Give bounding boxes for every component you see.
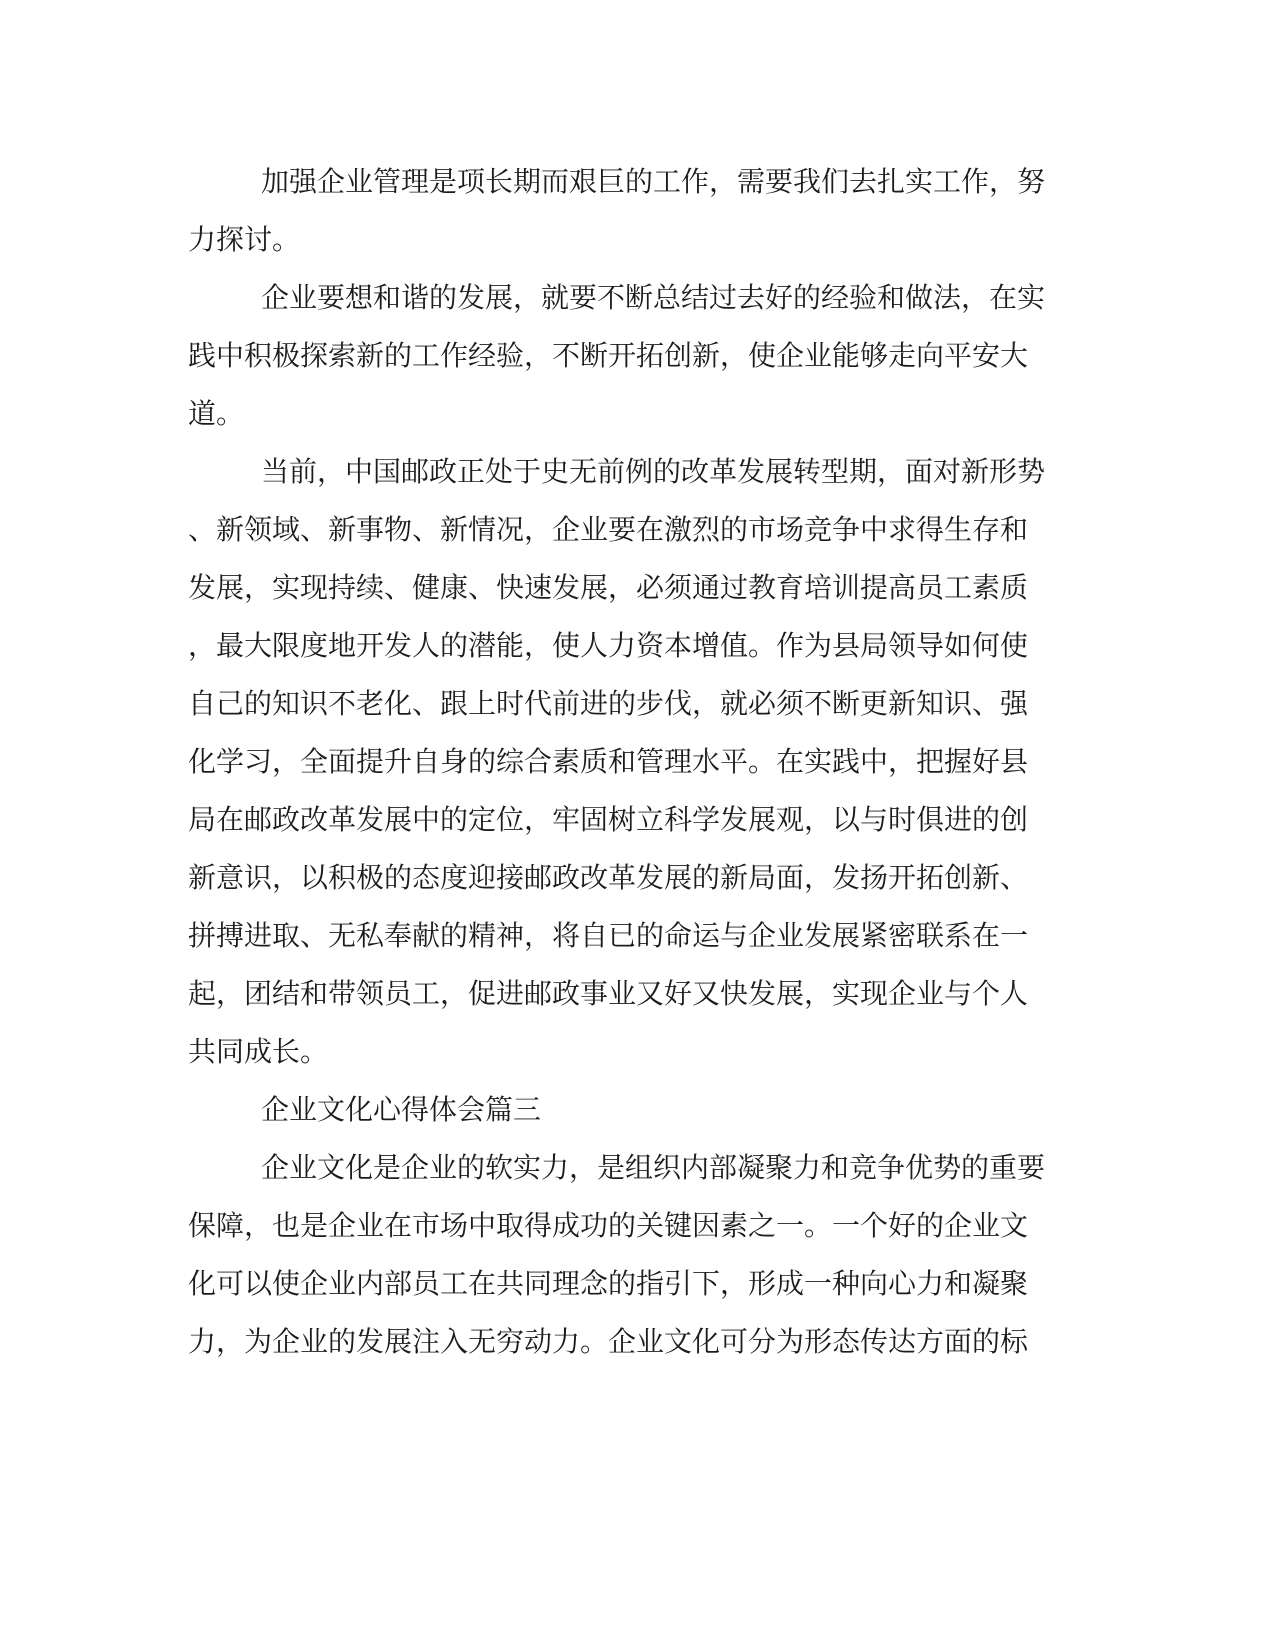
paragraph-3-line-9: 拼搏进取、无私奉献的精神，将自已的命运与企业发展紧密联系在一 [188,919,1029,952]
paragraph-4-line-1: 企业文化是企业的软实力，是组织内部凝聚力和竞争优势的重要 [261,1151,1046,1184]
paragraph-4-line-4: 力，为企业的发展注入无穷动力。企业文化可分为形态传达方面的标 [188,1325,1029,1358]
paragraph-1-line-2: 力探讨。 [188,223,301,256]
paragraph-4-line-2: 保障，也是企业在市场中取得成功的关键因素之一。一个好的企业文 [188,1209,1029,1242]
paragraph-3-line-8: 新意识，以积极的态度迎接邮政改革发展的新局面，发扬开拓创新、 [188,861,1029,894]
paragraph-3-line-1: 当前，中国邮政正处于史无前例的改革发展转型期，面对新形势 [261,455,1046,488]
paragraph-2-line-1: 企业要想和谐的发展，就要不断总结过去好的经验和做法，在实 [261,281,1046,314]
paragraph-3-line-11: 共同成长。 [188,1035,329,1068]
paragraph-3-line-2: 、新领域、新事物、新情况，企业要在激烈的市场竞争中求得生存和 [188,513,1029,546]
paragraph-1-line-1: 加强企业管理是项长期而艰巨的工作，需要我们去扎实工作，努 [261,165,1046,198]
paragraph-3-line-3: 发展，实现持续、健康、快速发展，必须通过教育培训提高员工素质 [188,571,1029,604]
paragraph-2-line-3: 道。 [188,397,245,430]
paragraph-3-line-7: 局在邮政改革发展中的定位，牢固树立科学发展观，以与时俱进的创 [188,803,1029,836]
paragraph-2-line-2: 践中积极探索新的工作经验，不断开拓创新，使企业能够走向平安大 [188,339,1029,372]
paragraph-3-line-4: ，最大限度地开发人的潜能，使人力资本增值。作为县局领导如何使 [188,629,1029,662]
paragraph-4-line-3: 化可以使企业内部员工在共同理念的指引下，形成一种向心力和凝聚 [188,1267,1029,1300]
paragraph-3-line-10: 起，团结和带领员工，促进邮政事业又好又快发展，实现企业与个人 [188,977,1029,1010]
paragraph-3-line-6: 化学习，全面提升自身的综合素质和管理水平。在实践中，把握好县 [188,745,1029,778]
section-heading: 企业文化心得体会篇三 [261,1093,542,1126]
paragraph-3-line-5: 自己的知识不老化、跟上时代前进的步伐，就必须不断更新知识、强 [188,687,1029,720]
